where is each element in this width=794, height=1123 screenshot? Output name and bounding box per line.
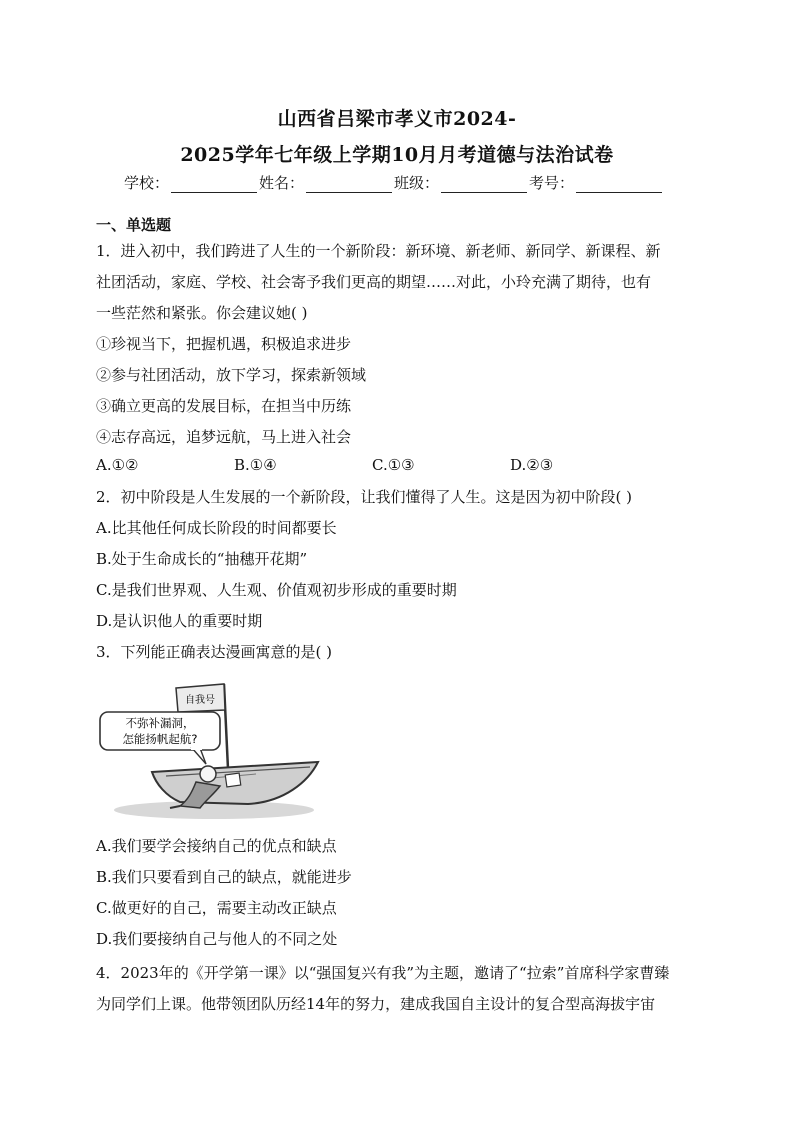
speech-bubble-join <box>191 746 202 750</box>
q1-option-d[interactable]: D.②③ <box>510 456 554 474</box>
q2-option-c[interactable]: C.是我们世界观、人生观、价值观初步形成的重要时期 <box>96 581 457 599</box>
q2-option-b[interactable]: B.处于生命成长的“抽穗开花期” <box>96 550 308 568</box>
name-label: 姓名： <box>259 174 305 192</box>
person-head <box>200 766 216 782</box>
speech-bubble-line1: 不弥补漏洞， <box>125 716 195 730</box>
q4-stem-line1: 4．2023年的《开学第一课》以“强国复兴有我”为主题，邀请了“拉索”首席科学家曹臻 <box>96 964 670 982</box>
q3-option-b[interactable]: B.我们只要看到自己的缺点，就能进步 <box>96 868 352 886</box>
q1-item-4: ④志存高远，追梦远航，马上进入社会 <box>96 428 352 446</box>
speech-bubble-line2: 怎能扬帆起航? <box>122 732 198 746</box>
q3-option-d[interactable]: D.我们要接纳自己与他人的不同之处 <box>96 930 338 948</box>
q3-stem: 3．下列能正确表达漫画寓意的是( ) <box>96 643 333 661</box>
flag-text: 自我号 <box>185 695 215 706</box>
exam-no-label: 考号： <box>529 174 575 192</box>
q3-cartoon-image <box>96 674 326 824</box>
q3-option-c[interactable]: C.做更好的自己，需要主动改正缺点 <box>96 899 337 917</box>
exam-title-line1: 山西省吕梁市孝义市2024- <box>277 108 517 130</box>
q1-option-a[interactable]: A.①② <box>96 456 139 474</box>
q1-stem-line1: 1．进入初中，我们跨进了人生的一个新阶段：新环境、新老师、新同学、新课程、新 <box>96 242 661 260</box>
q1-item-1: ①珍视当下，把握机遇，积极追求进步 <box>96 335 352 353</box>
q1-option-b[interactable]: B.①④ <box>234 456 277 474</box>
q1-option-c[interactable]: C.①③ <box>372 456 415 474</box>
section-title: 一、单选题 <box>96 216 172 234</box>
q2-option-a[interactable]: A.比其他任何成长阶段的时间都要长 <box>96 519 337 537</box>
q4-stem-line2: 为同学们上课。他带领团队历经14年的努力，建成我国自主设计的复合型高海拔宇宙 <box>96 995 656 1013</box>
school-label: 学校： <box>124 174 170 192</box>
exam-title-line2: 2025学年七年级上学期10月月考道德与法治试卷 <box>180 144 614 166</box>
q2-stem: 2．初中阶段是人生发展的一个新阶段，让我们懂得了人生。这是因为初中阶段( ) <box>96 488 633 506</box>
class-label: 班级： <box>394 174 440 192</box>
name-blank <box>306 176 392 193</box>
class-blank <box>441 176 527 193</box>
q1-item-3: ③确立更高的发展目标，在担当中历练 <box>96 397 352 415</box>
q2-option-d[interactable]: D.是认识他人的重要时期 <box>96 612 263 630</box>
q1-stem-line3: 一些茫然和紧张。你会建议她( ) <box>96 304 308 322</box>
q1-options <box>96 456 696 478</box>
q1-item-2: ②参与社团活动，放下学习，探索新领域 <box>96 366 367 384</box>
patch-icon <box>225 773 241 787</box>
exam-no-blank <box>576 176 662 193</box>
q1-stem-line2: 社团活动，家庭、学校、社会寄予我们更高的期望……对此，小玲充满了期待，也有 <box>96 273 652 291</box>
q3-option-a[interactable]: A.我们要学会接纳自己的优点和缺点 <box>96 837 337 855</box>
student-info-row <box>124 172 664 193</box>
school-blank <box>171 176 257 193</box>
